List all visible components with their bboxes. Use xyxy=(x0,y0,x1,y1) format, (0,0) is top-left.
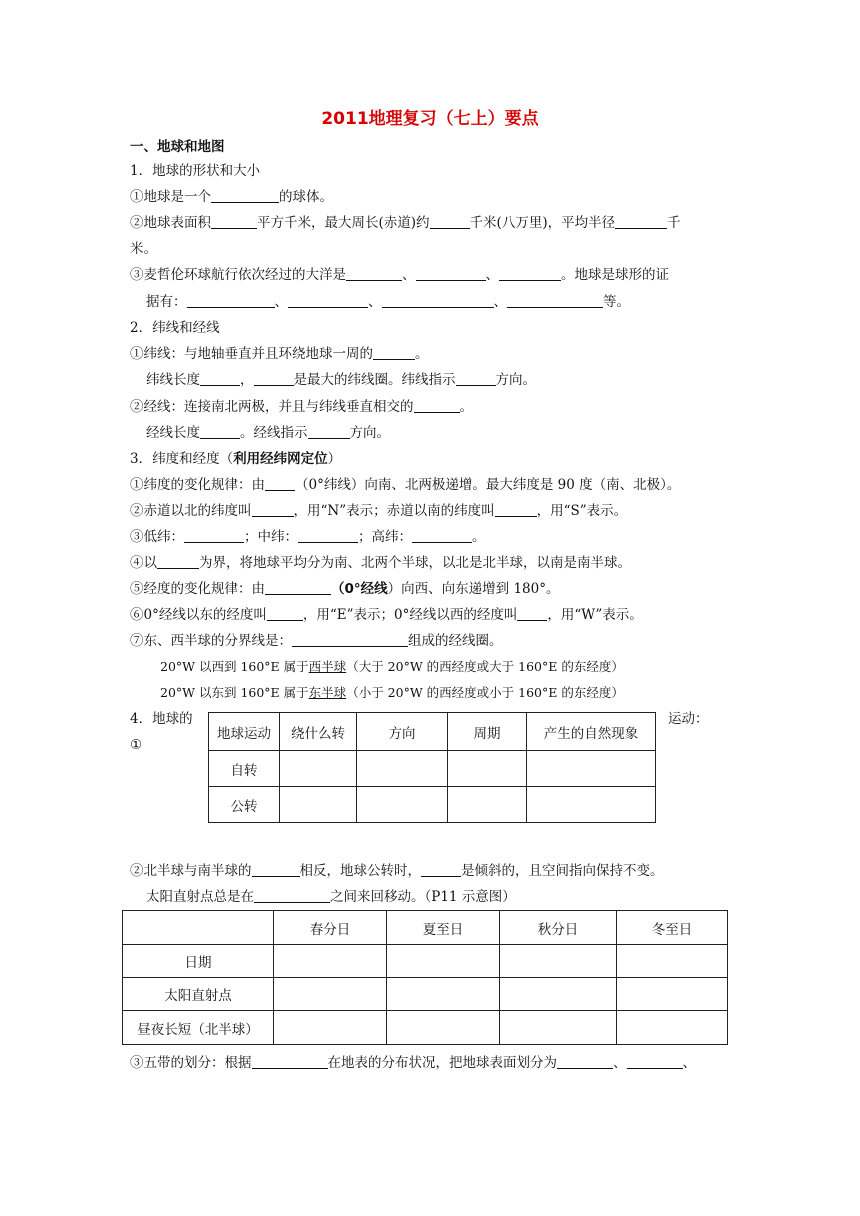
subsection-1-4-label-end: 运动： xyxy=(668,711,709,727)
table-cell[interactable] xyxy=(500,978,617,1011)
table-header-cell: 产生的自然现象 xyxy=(527,713,656,751)
line-7: 经线长度 。经线指示 方向。 xyxy=(146,425,390,441)
answer-blank[interactable] xyxy=(184,528,244,543)
answer-blank[interactable] xyxy=(187,293,275,308)
table-cell[interactable] xyxy=(500,1011,617,1045)
line-9: ②赤道以北的纬度叫 ，用“N”表示；赤道以南的纬度叫 ，用“S”表示。 xyxy=(130,503,628,519)
answer-blank[interactable] xyxy=(346,266,402,281)
answer-blank[interactable] xyxy=(267,606,303,621)
table-header-row xyxy=(209,713,656,751)
section-1-heading: 一、地球和地图 xyxy=(130,139,225,155)
line-16: 20°W 以东到 160°E 属于东半球（小于 20°W 的西经度或小于 160°E 的东经度） xyxy=(160,685,624,700)
answer-blank[interactable] xyxy=(416,266,486,281)
line-6: ②经线：连接南北两极，并且与纬线垂直相交的 。 xyxy=(130,399,473,415)
earth-motion-table xyxy=(208,712,656,823)
table-cell[interactable] xyxy=(527,751,656,787)
answer-blank[interactable] xyxy=(265,476,295,491)
page-title: 2011地理复习（七上）要点 xyxy=(321,109,539,129)
answer-blank[interactable] xyxy=(157,554,199,569)
answer-blank[interactable] xyxy=(627,1054,683,1069)
table-cell[interactable] xyxy=(357,787,448,823)
answer-blank[interactable] xyxy=(412,528,472,543)
table-header-cell: 地球运动 xyxy=(209,713,280,751)
line-8: ①纬度的变化规律：由 （0°纬线）向南、北两极递增。最大纬度是 90 度（南、北极）。 xyxy=(130,477,681,493)
answer-blank[interactable] xyxy=(421,862,461,877)
table-cell[interactable] xyxy=(387,978,500,1011)
table-cell[interactable] xyxy=(274,978,387,1011)
table-cell[interactable] xyxy=(617,978,728,1011)
answer-blank[interactable] xyxy=(252,862,300,877)
line-10: ③低纬： ；中纬： ；高纬： 。 xyxy=(130,529,486,545)
solar-terms-table xyxy=(122,910,728,1045)
answer-blank[interactable] xyxy=(200,371,240,386)
subsection-1-4-marker: ① xyxy=(130,737,143,753)
table-header-row xyxy=(123,911,728,945)
table-header-cell: 方向 xyxy=(357,713,448,751)
answer-blank[interactable] xyxy=(292,632,408,647)
line-1: ①地球是一个 的球体。 xyxy=(130,189,333,205)
answer-blank[interactable] xyxy=(211,214,257,229)
table-header-cell: 绕什么转 xyxy=(280,713,357,751)
line-17: ②北半球与南半球的 相反，地球公转时， 是倾斜的，且空间指向保持不变。 xyxy=(130,863,664,879)
table-cell[interactable] xyxy=(448,751,527,787)
table-row xyxy=(209,787,656,823)
line-14: ⑦东、西半球的分界线是： 组成的经线圈。 xyxy=(130,633,503,649)
table-cell[interactable] xyxy=(527,787,656,823)
answer-blank[interactable] xyxy=(557,1054,613,1069)
table-cell[interactable] xyxy=(274,1011,387,1045)
table-row-label: 自转 xyxy=(209,751,280,787)
subsection-1-2: 2．纬线和经线 xyxy=(130,320,220,336)
table-row xyxy=(123,1011,728,1045)
answer-blank[interactable] xyxy=(517,606,547,621)
table-row-label: 公转 xyxy=(209,787,280,823)
answer-blank[interactable] xyxy=(298,528,358,543)
subsection-1-1: 1．地球的形状和大小 xyxy=(130,163,261,179)
line-13: ⑥0°经线以东的经度叫 ，用“E”表示；0°经线以西的经度叫 ，用“W”表示。 xyxy=(130,607,643,623)
table-row-label: 昼夜长短（北半球） xyxy=(123,1011,274,1045)
table-header-cell: 周期 xyxy=(448,713,527,751)
table-header-cell: 秋分日 xyxy=(500,911,617,945)
answer-blank[interactable] xyxy=(252,502,294,517)
line-4: ①纬线：与地轴垂直并且环绕地球一周的 。 xyxy=(130,346,429,362)
answer-blank[interactable] xyxy=(254,371,294,386)
answer-blank[interactable] xyxy=(414,398,460,413)
line-2-cont: 米。 xyxy=(130,241,157,257)
table-header-cell: 夏至日 xyxy=(387,911,500,945)
table-cell[interactable] xyxy=(387,945,500,978)
table-row xyxy=(123,945,728,978)
line-12: ⑤经度的变化规律：由 （0°经线）向西、向东递增到 180°。 xyxy=(130,581,560,597)
line-2: ②地球表面积 平方千米，最大周长(赤道)约 千米(八万里)，平均半径 千 xyxy=(130,215,681,231)
line-5: 纬线长度 ， 是最大的纬线圈。纬线指示 方向。 xyxy=(146,372,536,388)
subsection-1-4-label: 4．地球的 xyxy=(130,711,193,727)
answer-blank[interactable] xyxy=(499,266,561,281)
table-cell[interactable] xyxy=(448,787,527,823)
answer-blank[interactable] xyxy=(288,293,368,308)
subsection-1-3: 3．纬度和经度（利用经纬网定位） xyxy=(130,451,342,467)
table-cell[interactable] xyxy=(500,945,617,978)
table-cell[interactable] xyxy=(387,1011,500,1045)
table-cell[interactable] xyxy=(357,751,448,787)
line-3-cont: 据有： 、 、 、 等。 xyxy=(146,294,630,310)
answer-blank[interactable] xyxy=(265,580,331,595)
answer-blank[interactable] xyxy=(495,502,537,517)
table-row-label: 日期 xyxy=(123,945,274,978)
answer-blank[interactable] xyxy=(308,424,350,439)
line-3: ③麦哲伦环球航行依次经过的大洋是 、 、 。地球是球形的证 xyxy=(130,267,669,283)
line-11: ④以 为界，将地球平均分为南、北两个半球，以北是北半球，以南是南半球。 xyxy=(130,555,631,571)
table-row-label: 太阳直射点 xyxy=(123,978,274,1011)
answer-blank[interactable] xyxy=(211,188,279,203)
table-cell[interactable] xyxy=(617,945,728,978)
table-cell[interactable] xyxy=(280,787,357,823)
answer-blank[interactable] xyxy=(254,888,330,903)
table-cell[interactable] xyxy=(617,1011,728,1045)
table-row xyxy=(123,978,728,1011)
answer-blank[interactable] xyxy=(456,371,496,386)
line-15: 20°W 以西到 160°E 属于西半球（大于 20°W 的西经度或大于 160°E 的东经度） xyxy=(160,659,624,674)
table-cell[interactable] xyxy=(274,945,387,978)
line-19: ③五带的划分：根据 在地表的分布状况，把地球表面划分为 、 、 xyxy=(130,1055,696,1071)
answer-blank[interactable] xyxy=(373,345,415,360)
table-cell[interactable] xyxy=(280,751,357,787)
answer-blank[interactable] xyxy=(200,424,240,439)
answer-blank[interactable] xyxy=(615,214,667,229)
line-18: 太阳直射点总是在 之间来回移动。（P11 示意图） xyxy=(146,889,516,905)
answer-blank[interactable] xyxy=(430,214,470,229)
table-header-cell: 冬至日 xyxy=(617,911,728,945)
table-header-cell: 春分日 xyxy=(274,911,387,945)
answer-blank[interactable] xyxy=(382,293,494,308)
table-header-cell xyxy=(123,911,274,945)
answer-blank[interactable] xyxy=(252,1054,328,1069)
table-row xyxy=(209,751,656,787)
answer-blank[interactable] xyxy=(507,293,603,308)
